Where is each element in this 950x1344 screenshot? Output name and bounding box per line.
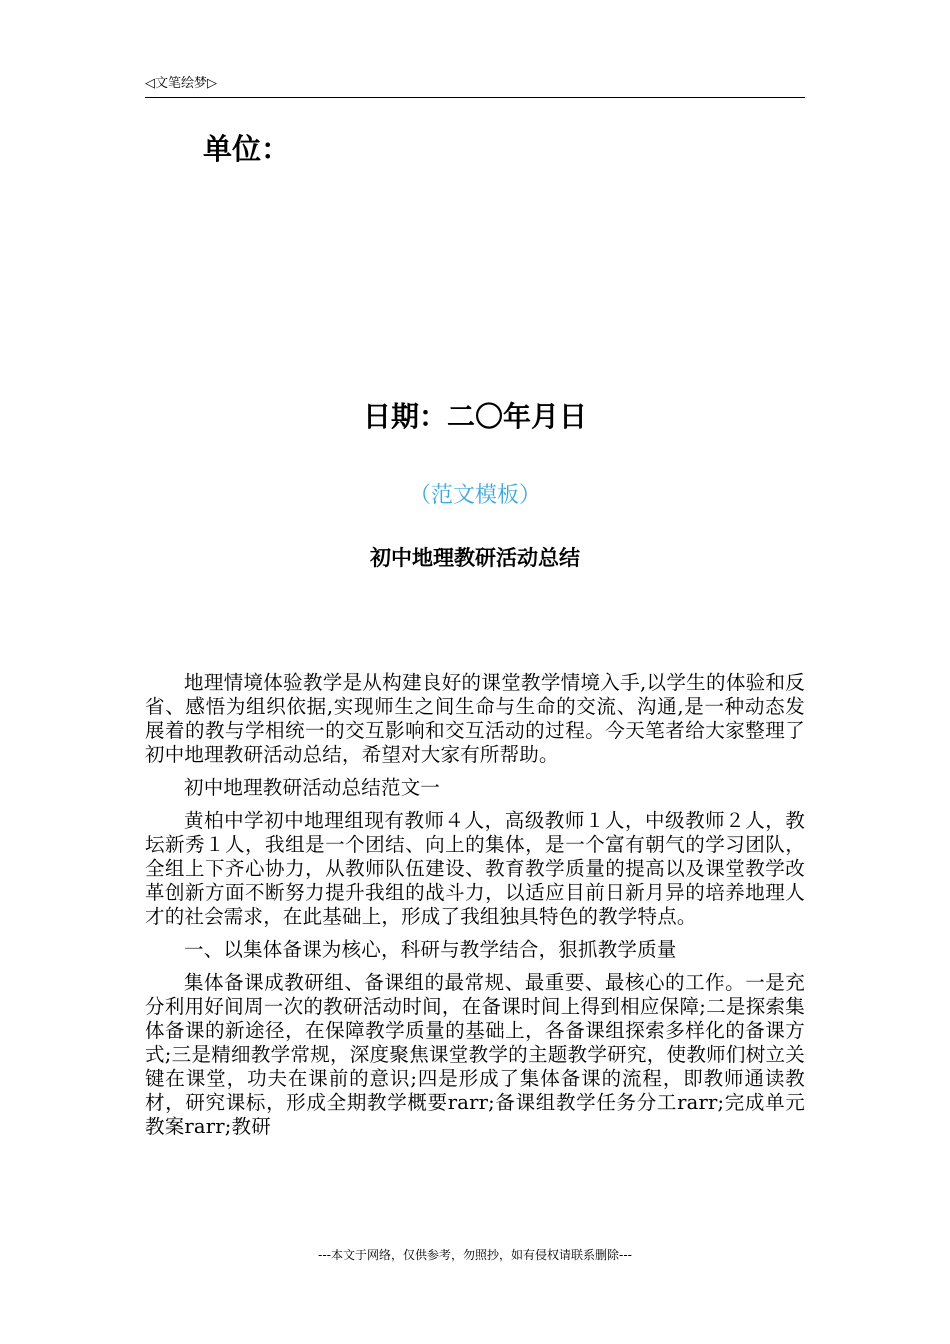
document-body bbox=[145, 671, 805, 1148]
body-paragraph: 黄柏中学初中地理组现有教师４人，高级教师１人，中级教师２人，教坛新秀１人，我组是一个团结、向上的集体，是一个富有朝气的学习团队，全组上下齐心协力，从教师队伍建设、教育教学质量的提高以及课堂教学改革创新方面不断努力提升我组的战斗力，以适应目前日新月异的培养地理人才的社会需求，在此基础上，形成了我组独具特色的教学特点。 bbox=[145, 809, 805, 928]
section-heading: 一、以集体备课为核心，科研与教学结合，狠抓教学质量 bbox=[184, 938, 677, 961]
footer-disclaimer: ---本文于网络，仅供参考，勿照抄，如有侵权请联系删除--- bbox=[318, 1248, 632, 1262]
document-title: 初中地理教研活动总结 bbox=[370, 546, 580, 570]
header-mark: ◁文笔绘梦▷ bbox=[145, 76, 217, 91]
intro-paragraph: 地理情境体验教学是从构建良好的课堂教学情境入手,以学生的体验和反省、感悟为组织依据,实现师生之间生命与生命的交流、沟通,是一种动态发展着的教与学相统一的交互影响和交互活动的过程。今天笔者给大家整理了初中地理教研活动总结，希望对大家有所帮助。 bbox=[145, 671, 805, 766]
body-paragraph: 集体备课成教研组、备课组的最常规、最重要、最核心的工作。一是充分利用好间周一次的教研活动时间，在备课时间上得到相应保障;二是探索集体备课的新途径，在保障教学质量的基础上，各备课组探索多样化的备课方式;三是精细教学常规，深度聚焦课堂教学的主题教学研究，使教师们树立关键在课堂，功夫在课前的意识;四是形成了集体备课的流程，即教师通读教材，研究课标，形成全期教学概要rarr;备课组教学任务分工rarr;完成单元教案rarr;教研 bbox=[145, 971, 805, 1138]
header-rule bbox=[145, 97, 805, 98]
template-tag: （范文模板） bbox=[408, 483, 541, 508]
section-heading: 初中地理教研活动总结范文一 bbox=[184, 776, 441, 799]
date-line: 日期：二〇年月日 bbox=[362, 400, 587, 433]
unit-label: 单位： bbox=[203, 132, 291, 166]
